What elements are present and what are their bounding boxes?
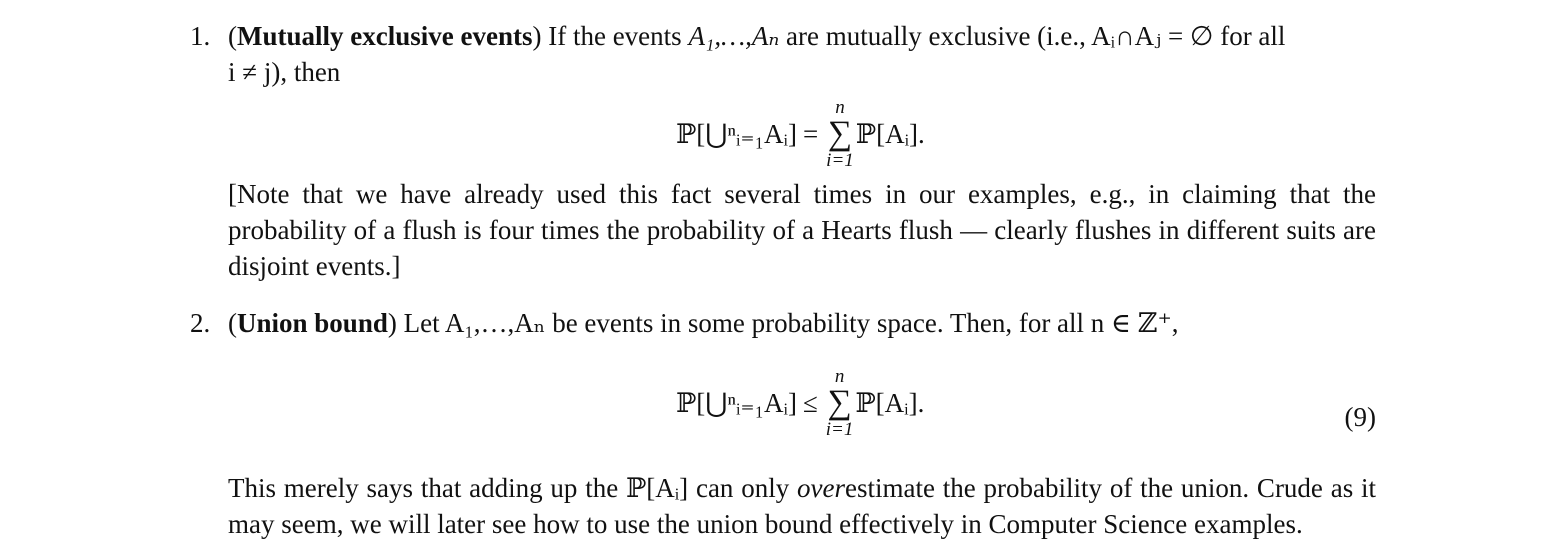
item-title: Mutually exclusive events <box>237 21 533 51</box>
item-title: Union bound <box>237 308 388 338</box>
note-paragraph: [Note that we have already used this fact several times in our examples, e.g., in claiming that the probability of a flush is four times the probability of a Hearts flush — clearly flushes in different suits are disjoint events.] <box>228 179 1376 281</box>
event-list: A₁,…,Aₙ <box>688 21 780 51</box>
equation-union-bound <box>228 367 1376 451</box>
equation-additivity <box>228 98 1376 182</box>
list-item-union-bound <box>190 305 1377 539</box>
summation-operator <box>826 98 854 170</box>
statement-line2: i ≠ j), then <box>228 57 341 87</box>
sigma-symbol: ∑ <box>827 384 852 421</box>
formula <box>676 98 925 170</box>
union-bound-explanation <box>228 470 1376 542</box>
statement-rest: are mutually exclusive (i.e., Aᵢ∩Aⱼ = ∅ for all <box>779 21 1286 51</box>
sum-lower-limit: i=1 <box>825 419 854 440</box>
statement-lead: If the events <box>541 21 689 51</box>
formula-relation: ≤ <box>802 388 818 418</box>
formula-relation: = <box>802 119 819 149</box>
item-number: 1. <box>190 21 211 51</box>
summation-operator <box>826 367 854 439</box>
sum-lower-limit: i=1 <box>826 150 854 171</box>
item-statement: (Mutually exclusive events) If the events A₁,…,Aₙ are mutually exclusive (i.e., Aᵢ∩Aⱼ = ∅ for all <box>228 21 1286 51</box>
formula-lhs: ℙ[⋃ⁿᵢ₌₁Aᵢ] <box>676 119 797 149</box>
sigma-symbol: ∑ <box>827 115 853 152</box>
formula-lhs: ℙ[⋃ⁿᵢ₌₁Aᵢ] <box>676 388 797 418</box>
list-item-mutually-exclusive <box>190 18 1376 281</box>
statement-text: Let A₁,…,Aₙ be events in some probability space. Then, for all n ∈ ℤ⁺, <box>396 308 1179 338</box>
sum-upper-limit: n <box>835 97 845 118</box>
formula <box>676 367 924 439</box>
emphasis-over: over <box>797 473 846 503</box>
formula-rhs: ℙ[Aᵢ]. <box>855 119 925 149</box>
sum-upper-limit: n <box>834 366 845 387</box>
item-number: 2. <box>190 308 211 338</box>
explanation-part-a: This merely says that adding up the ℙ[Aᵢ] can only <box>228 473 798 503</box>
explanation-part-b: estimate the probability of the union. Crude as it may seem, we will later see how to use the union bound effectively in Computer Science examples. <box>228 473 1377 539</box>
equation-number: (9) <box>1344 402 1376 432</box>
formula-rhs: ℙ[Aᵢ]. <box>855 388 925 418</box>
item-statement: (Union bound) Let A₁,…,Aₙ be events in some probability space. Then, for all n ∈ ℤ⁺, <box>228 308 1179 338</box>
